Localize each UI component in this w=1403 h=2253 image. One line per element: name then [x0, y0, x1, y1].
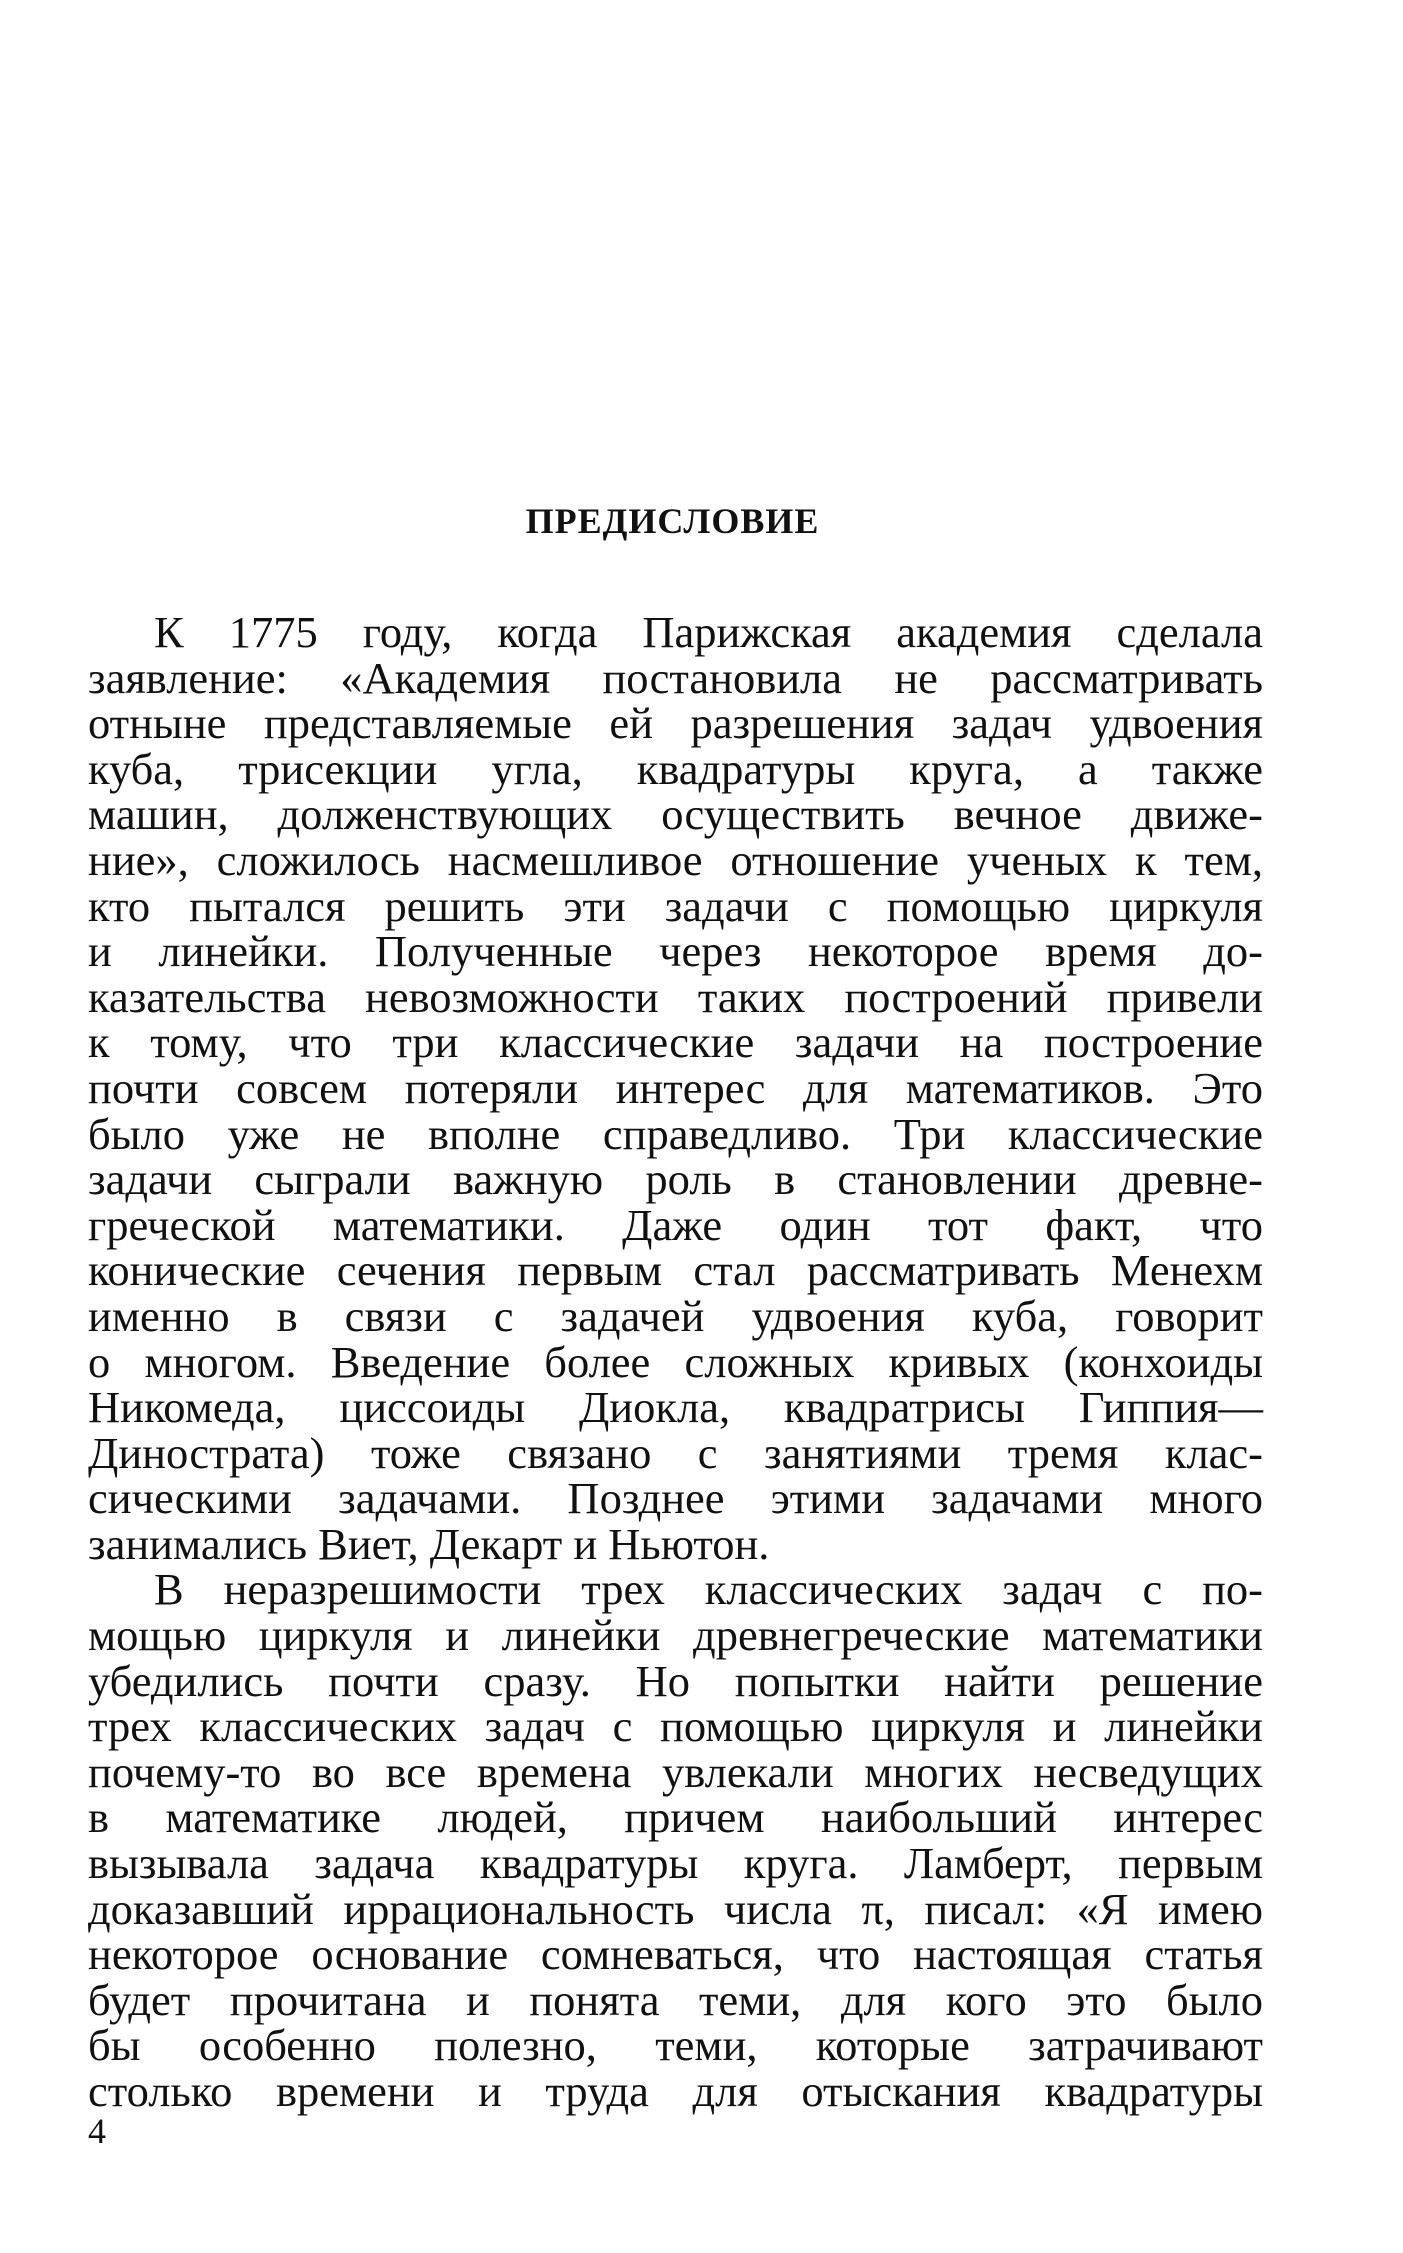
- text-line: конические сечения первым стал рассматривать Менехм: [88, 1245, 1263, 1296]
- text-line: убедились почти сразу. Но попытки найти решение: [88, 1655, 1263, 1706]
- text-line: в математике людей, причем наибольший интерес: [88, 1792, 1263, 1843]
- text-line: сическими задачами. Позднее этими задачами много: [88, 1473, 1263, 1524]
- text-line: отныне представляемые ей разрешения задач удвоения: [88, 698, 1263, 749]
- text-line: машин, долженствующих осуществить вечное движе-: [88, 789, 1263, 840]
- paragraph-2: [88, 1564, 1263, 2116]
- text-line: заявление: «Академия постановила не рассматривать: [88, 652, 1263, 703]
- page-title: ПРЕДИСЛОВИЕ: [525, 501, 820, 541]
- text-line: о многом. Введение более сложных кривых (конхоиды: [88, 1336, 1263, 1387]
- page-number: 4: [88, 2111, 106, 2151]
- text-line: К 1775 году, когда Парижская академия сделала: [154, 607, 1263, 657]
- text-line: именно в связи с задачей удвоения куба, говорит: [88, 1290, 1263, 1341]
- text-line: почти совсем потеряли интерес для математиков. Это: [88, 1062, 1263, 1113]
- text-line: задачи сыграли важную роль в становлении древне-: [88, 1154, 1263, 1205]
- text-line: В неразрешимости трех классических задач с по-: [154, 1564, 1263, 1615]
- text-line: почему-то во все времена увлекали многих несведущих: [88, 1746, 1263, 1797]
- text-line: будет прочитана и понята теми, для кого это было: [88, 1974, 1263, 2025]
- text-line: греческой математики. Даже один тот факт, что: [88, 1199, 1263, 1250]
- text-line: и линейки. Полученные через некоторое время до-: [88, 926, 1263, 977]
- text-line: Динострата) тоже связано с занятиями тремя клас-: [88, 1427, 1263, 1478]
- text-line: казательства невозможности таких построений привели: [88, 971, 1263, 1022]
- text-line: вызывала задача квадратуры круга. Ламберт, первым: [88, 1838, 1263, 1889]
- text-line: трех классических задач с помощью циркуля и линейки: [88, 1701, 1263, 1752]
- text-line: занимались Виет, Декарт и Ньютон.: [88, 1518, 770, 1569]
- paragraph-1: [88, 607, 1263, 1569]
- text-line: мощью циркуля и линейки древнегреческие математики: [88, 1610, 1263, 1661]
- text-line: куба, трисекции угла, квадратуры круга, а также: [88, 743, 1263, 794]
- text-line: кто пытался решить эти задачи с помощью циркуля: [88, 880, 1263, 931]
- text-line: некоторое основание сомневаться, что настоящая статья: [88, 1929, 1263, 1980]
- text-line: ние», сложилось насмешливое отношение ученых к тем,: [88, 834, 1263, 885]
- text-line: столько времени и труда для отыскания квадратуры: [88, 2066, 1263, 2116]
- text-line: Никомеда, циссоиды Диокла, квадратрисы Гиппия—: [88, 1382, 1263, 1433]
- body-text: [88, 607, 1263, 2116]
- text-line: к тому, что три классические задачи на построение: [88, 1017, 1263, 1068]
- text-line: было уже не вполне справедливо. Три классические: [88, 1108, 1263, 1159]
- text-line: бы особенно полезно, теми, которые затрачивают: [88, 2020, 1263, 2071]
- text-line: доказавший иррациональность числа π, писал: «Я имею: [88, 1883, 1263, 1934]
